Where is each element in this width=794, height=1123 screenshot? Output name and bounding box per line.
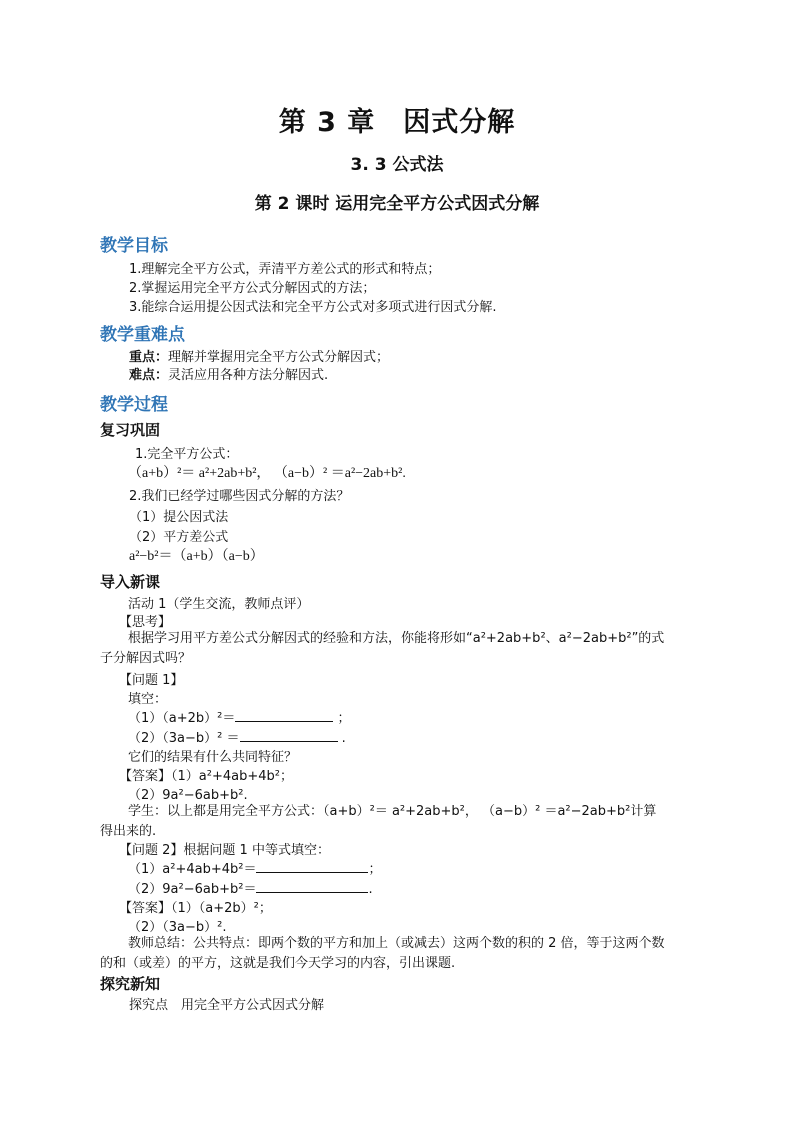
q2-item1 xyxy=(128,858,381,877)
section-title: 3. 3 公式法 xyxy=(350,155,444,175)
q2-item2-text: （2）9a²−6ab+b²＝ xyxy=(128,882,257,897)
fill-label: 填空： xyxy=(128,692,168,707)
answer-blank[interactable] xyxy=(240,729,338,742)
goals-heading: 教学目标 xyxy=(100,236,168,256)
explore-point: 探究点 用完全平方公式因式分解 xyxy=(129,998,325,1013)
answer-blank[interactable] xyxy=(256,860,368,873)
answer-blank[interactable] xyxy=(256,880,368,893)
review-line1: 1.完全平方公式： xyxy=(135,447,239,462)
answer1-a: 【答案】（1）a²+4ab+4b²； xyxy=(119,769,293,784)
focus-label: 重点： xyxy=(129,350,169,365)
intro-heading: 导入新课 xyxy=(100,573,161,591)
q1-item1 xyxy=(128,707,351,726)
review-heading: 复习巩固 xyxy=(100,421,161,439)
review-formula2: a²−b²＝（a+b）（a−b） xyxy=(129,549,264,564)
answer2-b: （2）（3a−b）². xyxy=(128,920,227,935)
activity-line: 活动 1（学生交流，教师点评） xyxy=(128,597,310,612)
focus-line xyxy=(129,346,389,365)
difficulty-label: 难点： xyxy=(129,368,169,383)
answer2-a: 【答案】（1）（a+2b）²； xyxy=(119,901,272,916)
q2-item1-end: ； xyxy=(368,862,382,877)
explore-heading: 探究新知 xyxy=(100,975,161,993)
answer-blank[interactable] xyxy=(235,709,333,722)
student-note: 学生：以上都是用完全平方公式：（a+b）²＝ a²+2ab+b²， （a−b）² ＝a²−2ab+b²计算得出来的. xyxy=(100,804,657,839)
teacher-summary: 教师总结：公共特点：即两个数的平方和加上（或减去）这两个数的积的 2 倍，等于这两个数的和（或差）的平方，这就是我们今天学习的内容，引出课题. xyxy=(100,936,665,971)
q1-item2 xyxy=(128,727,346,746)
process-heading: 教学过程 xyxy=(100,395,168,415)
difficulty-text: 灵活应用各种方法分解因式. xyxy=(168,368,329,383)
think-label: 【思考】 xyxy=(119,615,172,630)
review-line2: 2.我们已经学过哪些因式分解的方法？ xyxy=(129,489,350,504)
difficulty-line xyxy=(129,364,328,383)
q1-label: 【问题 1】 xyxy=(119,673,184,688)
q2-item1-text: （1）a²+4ab+4b²＝ xyxy=(128,862,257,877)
review-method2: （2）平方差公式 xyxy=(129,530,229,545)
answer1-b: （2）9a²−6ab+b². xyxy=(128,788,248,803)
q1-question: 它们的结果有什么共同特征？ xyxy=(128,750,298,765)
focus-text: 理解并掌握用完全平方公式分解因式； xyxy=(168,350,390,365)
lesson-title: 第 2 课时 运用完全平方公式因式分解 xyxy=(254,194,540,214)
goal-item: 1.理解完全平方公式，弄清平方差公式的形式和特点； xyxy=(129,262,441,277)
q1-item1-end: ； xyxy=(337,711,351,726)
goal-item: 2.掌握运用完全平方公式分解因式的方法； xyxy=(129,281,376,296)
chapter-title: 第 3 章 因式分解 xyxy=(278,107,516,138)
q1-item1-text: （1）（a+2b）²＝ xyxy=(128,711,236,726)
q2-item2 xyxy=(128,878,373,897)
q1-item2-end: . xyxy=(341,731,346,746)
q1-item2-text: （2）（3a−b）² ＝ xyxy=(128,731,240,746)
review-formula1: （a+b）²＝ a²+2ab+b²， （a−b）² ＝a²−2ab+b². xyxy=(128,466,406,481)
goal-item: 3.能综合运用提公因式法和完全平方公式对多项式进行因式分解. xyxy=(129,300,497,315)
think-text: 根据学习用平方差公式分解因式的经验和方法，你能将形如“a²+2ab+b²、a²−2ab+b²”的式子分解因式吗？ xyxy=(100,631,665,666)
review-method1: （1）提公因式法 xyxy=(129,510,229,525)
key-points-heading: 教学重难点 xyxy=(100,325,185,345)
q2-item2-end: . xyxy=(368,882,373,897)
q2-label: 【问题 2】根据问题 1 中等式填空： xyxy=(119,843,330,858)
